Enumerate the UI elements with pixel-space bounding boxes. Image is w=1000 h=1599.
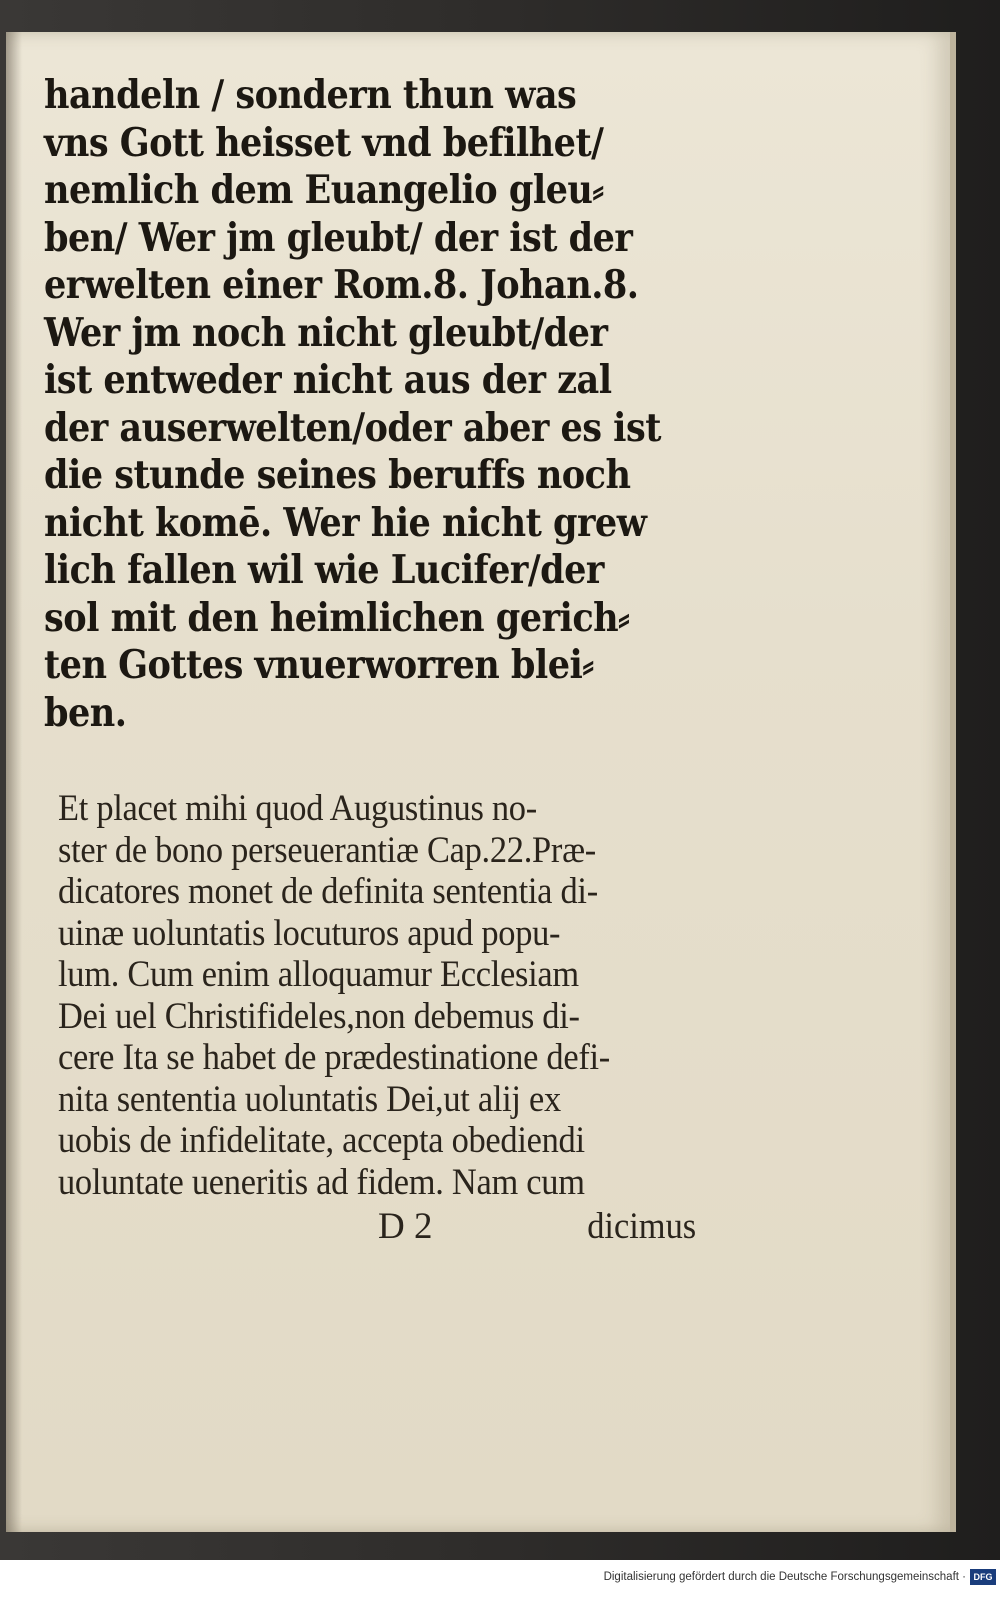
latin-line: Dei uel Christifideles,non debemus di- [58,995,580,1037]
gothic-line: ben. [44,689,127,736]
latin-line: nita sententia uoluntatis Dei,ut alij ex [58,1078,561,1120]
gothic-line: handeln / sondern thun was [44,72,577,118]
gothic-paragraph [44,72,704,737]
page-signature-line [378,1205,708,1249]
gothic-line: die stunde seines beruffs noch [44,452,631,498]
footer-credit: Digitalisierung gefördert durch die Deutsche Forschungsgemeinschaft · [603,1571,966,1583]
gothic-line: lich fallen wil wie Lucifer/der [44,547,604,593]
gothic-line: der auserwelten/oder aber es ist [44,404,661,451]
gothic-line: erwelten einer Rom.8. Johan.8. [44,262,639,308]
latin-line: cere Ita se habet de prædestinatione defi- [58,1037,610,1078]
digitization-footer [0,1560,1000,1599]
signature-mark: D 2 [378,1206,433,1247]
spine-shadow [6,32,22,1532]
gothic-line: nicht komē. Wer hie nicht grew [44,499,647,546]
latin-line: lum. Cum enim alloquamur Ecclesiam [58,954,579,995]
gothic-line: nemlich dem Euangelio gleu⸗ [44,167,604,213]
gothic-line: Wer jm noch nicht gleubt/der [44,309,608,356]
gothic-line: ben/ Wer jm gleubt/ der ist der [44,214,633,261]
latin-line: uinæ uoluntatis locuturos apud popu- [58,912,561,954]
gothic-line: ten Gottes vnuerworren blei⸗ [44,642,594,688]
latin-line: ster de bono perseuerantiæ Cap.22.Præ- [58,829,596,871]
latin-line: uoluntate ueneritis ad fidem. Nam cum [58,1161,585,1203]
latin-line: dicatores monet de definita sententia di- [58,871,598,912]
catchword: dicimus [587,1206,696,1247]
latin-line: Et placet mihi quod Augustinus no- [58,788,537,829]
gothic-line: vns Gott heisset vnd befilhet/ [44,119,604,166]
latin-line: uobis de infidelitate, accepta obediendi [58,1120,585,1161]
gothic-line: sol mit den heimlichen gerich⸗ [44,594,630,641]
latin-paragraph [58,788,708,1203]
gothic-line: ist entweder nicht aus der zal [44,357,612,403]
dfg-logo: DFG [970,1569,996,1585]
